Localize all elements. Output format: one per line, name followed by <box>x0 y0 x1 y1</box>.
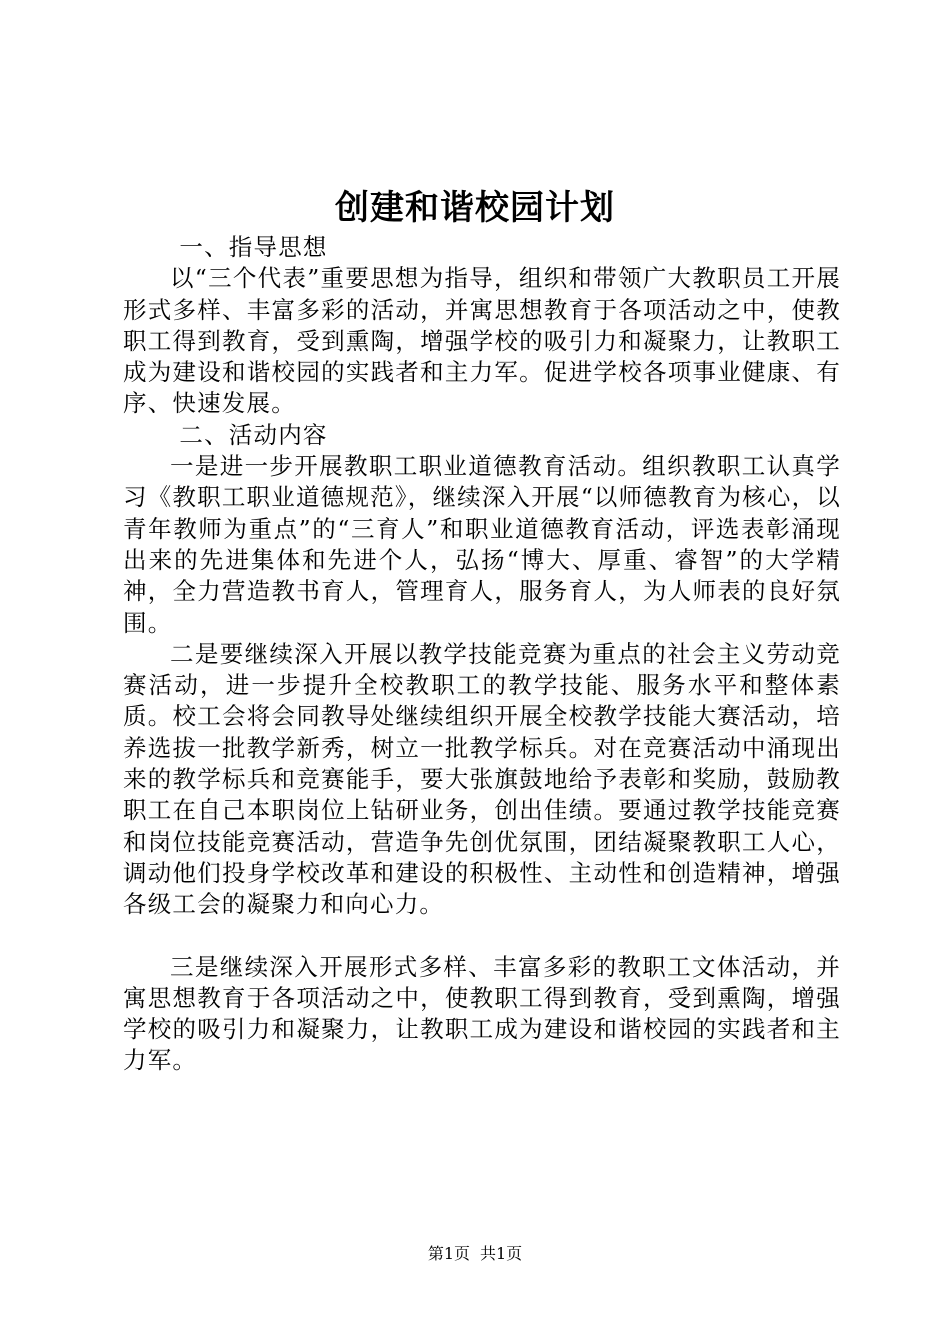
page-number: 第1页 <box>427 1244 470 1263</box>
section-heading-guiding-ideology: 一、指导思想 <box>179 233 328 261</box>
paragraph-activity-two: 二是要继续深入开展以教学技能竞赛为重点的社会主义劳动竞赛活动，进一步提升全校教职工的教学技能、服务水平和整体素质。校工会将会同教导处继续组织开展全校教学技能大赛活动，培养选拔一批教学新秀，树立一批教学标兵。对在竞赛活动中涌现出来的教学标兵和竞赛能手，要大张旗鼓地给予表彰和奖励，鼓励教职工在自己本职岗位上钻研业务，创出佳绩。要通过教学技能竞赛和岗位技能竞赛活动，营造争先创优氛围，团结凝聚教职工人心，调动他们投身学校改革和建设的积极性、主动性和创造精神，增强各级工会的凝聚力和向心力。 <box>123 639 841 919</box>
page-total: 共1页 <box>480 1244 523 1263</box>
paragraph-activity-three: 三是继续深入开展形式多样、丰富多彩的教职工文体活动，并寓思想教育于各项活动之中，使教职工得到教育，受到熏陶，增强学校的吸引力和凝聚力，让教职工成为建设和谐校园的实践者和主力军。 <box>123 952 841 1075</box>
paragraph-activity-one: 一是进一步开展教职工职业道德教育活动。组织教职工认真学习《教职工职业道德规范》，继续深入开展“以师德教育为核心，以青年教师为重点”的“三育人”和职业道德教育活动，评选表彰涌现出来的先进集体和先进个人，弘扬“博大、厚重、睿智”的大学精神，全力营造教书育人，管理育人，服务育人，为人师表的良好氛围。 <box>123 452 841 637</box>
document-title: 创建和谐校园计划 <box>335 188 615 228</box>
page-footer <box>0 1243 950 1265</box>
document-body <box>123 232 841 1077</box>
section-heading-activity-content: 二、活动内容 <box>179 420 328 449</box>
paragraph-guiding-ideology: 以“三个代表”重要思想为指导，组织和带领广大教职员工开展形式多样、丰富多彩的活动，并寓思想教育于各项活动之中，使教职工得到教育，受到熏陶，增强学校的吸引力和凝聚力，让教职工成为建设和谐校园的实践者和主力军。促进学校各项事业健康、有序、快速发展。 <box>123 264 841 418</box>
